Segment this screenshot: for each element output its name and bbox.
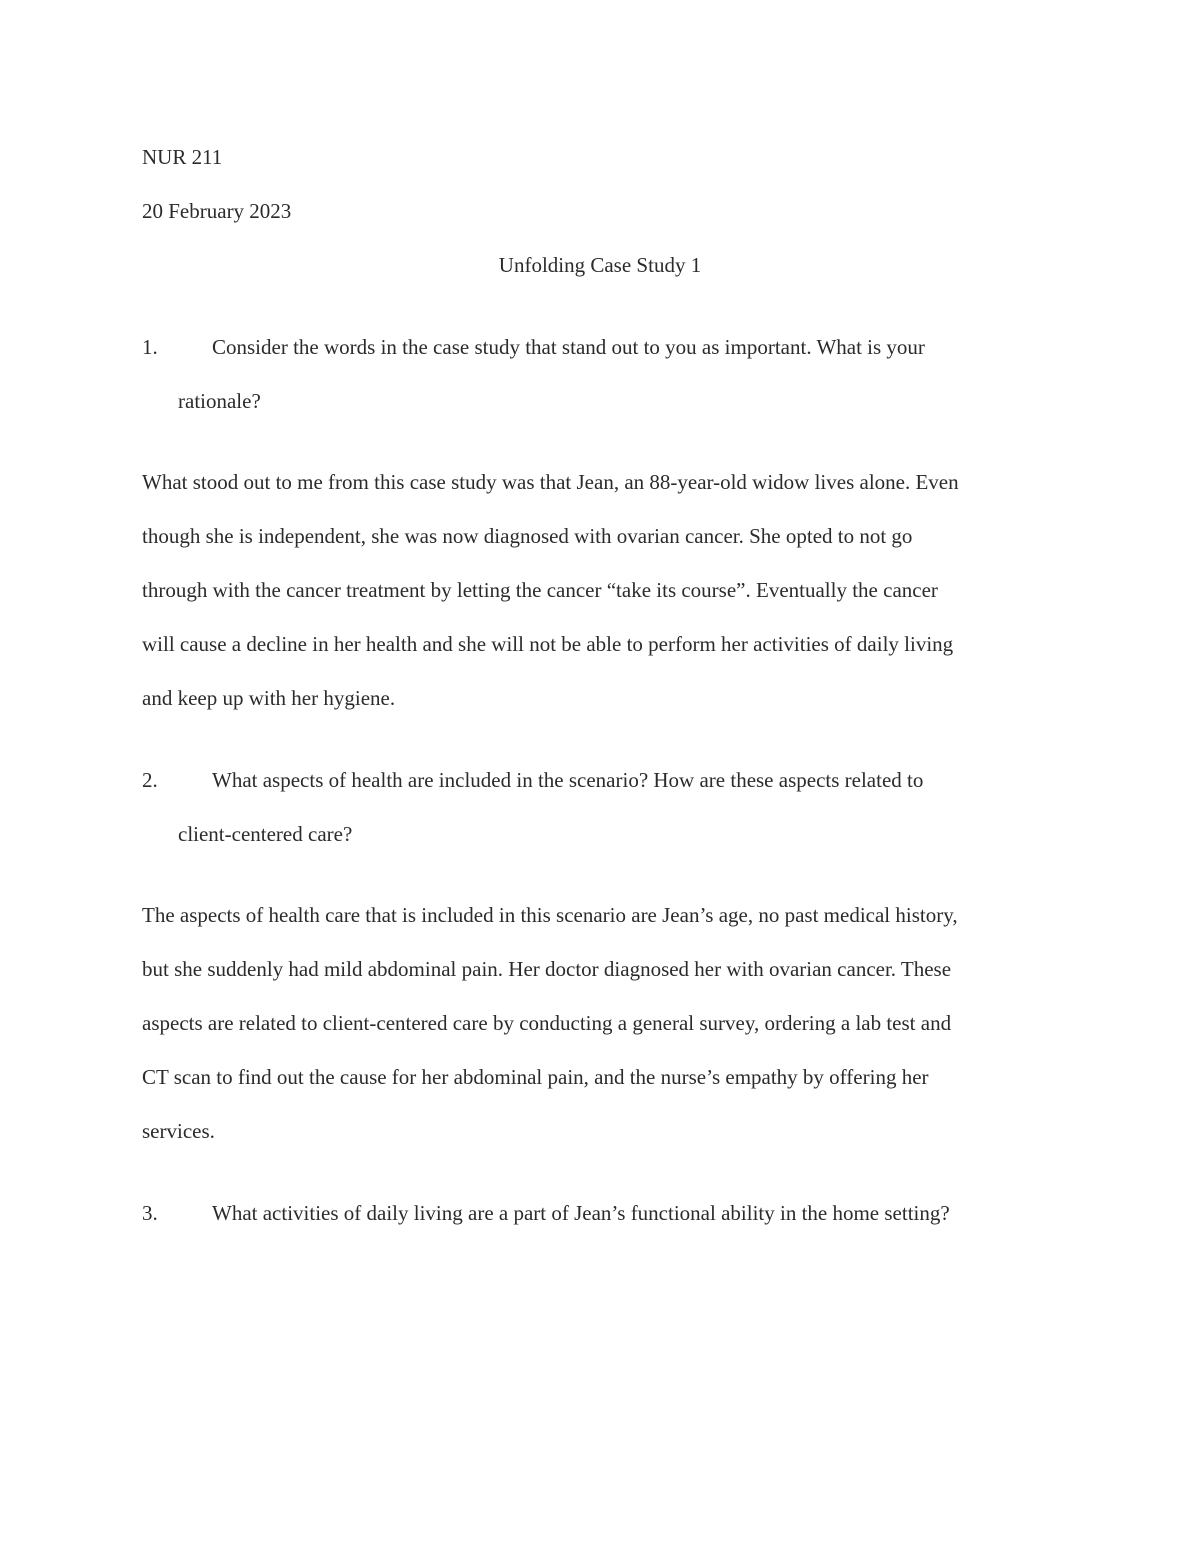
question-1-text: Consider the words in the case study that stand out to you as important. What is your bbox=[212, 335, 925, 359]
question-3-number: 3. bbox=[142, 1201, 158, 1225]
question-2-number: 2. bbox=[142, 768, 158, 792]
question-3-text: What activities of daily living are a part of Jean’s functional ability in the home setting? bbox=[212, 1201, 950, 1225]
answer-2-paragraph bbox=[142, 888, 1072, 1158]
answer-1-line: though she is independent, she was now diagnosed with ovarian cancer. She opted to not go bbox=[142, 524, 913, 548]
question-2-text: What aspects of health are included in the scenario? How are these aspects related to bbox=[212, 768, 924, 792]
answer-1-line: through with the cancer treatment by letting the cancer “take its course”. Eventually the cancer bbox=[142, 578, 938, 602]
answer-2-line: The aspects of health care that is included in this scenario are Jean’s age, no past medical history, bbox=[142, 903, 958, 927]
question-1-text-continued: rationale? bbox=[178, 389, 261, 413]
answer-1-line: will cause a decline in her health and she will not be able to perform her activities of daily living bbox=[142, 632, 954, 656]
answer-2-line: aspects are related to client-centered care by conducting a general survey, ordering a lab test and bbox=[142, 1011, 952, 1035]
answer-2-line: services. bbox=[142, 1119, 215, 1143]
answer-1-line: What stood out to me from this case study was that Jean, an 88-year-old widow lives alone. Even bbox=[142, 470, 959, 494]
document-date: 20 February 2023 bbox=[142, 199, 292, 223]
answer-2-line: CT scan to find out the cause for her abdominal pain, and the nurse’s empathy by offering her bbox=[142, 1065, 929, 1089]
question-2-text-continued: client-centered care? bbox=[178, 822, 353, 846]
question-1-number: 1. bbox=[142, 335, 158, 359]
course-code: NUR 211 bbox=[142, 145, 223, 169]
answer-1-line: and keep up with her hygiene. bbox=[142, 686, 396, 710]
answer-2-line: but she suddenly had mild abdominal pain. Her doctor diagnosed her with ovarian cancer. These bbox=[142, 957, 952, 981]
document-title: Unfolding Case Study 1 bbox=[498, 253, 702, 277]
answer-1-paragraph bbox=[142, 455, 1072, 725]
